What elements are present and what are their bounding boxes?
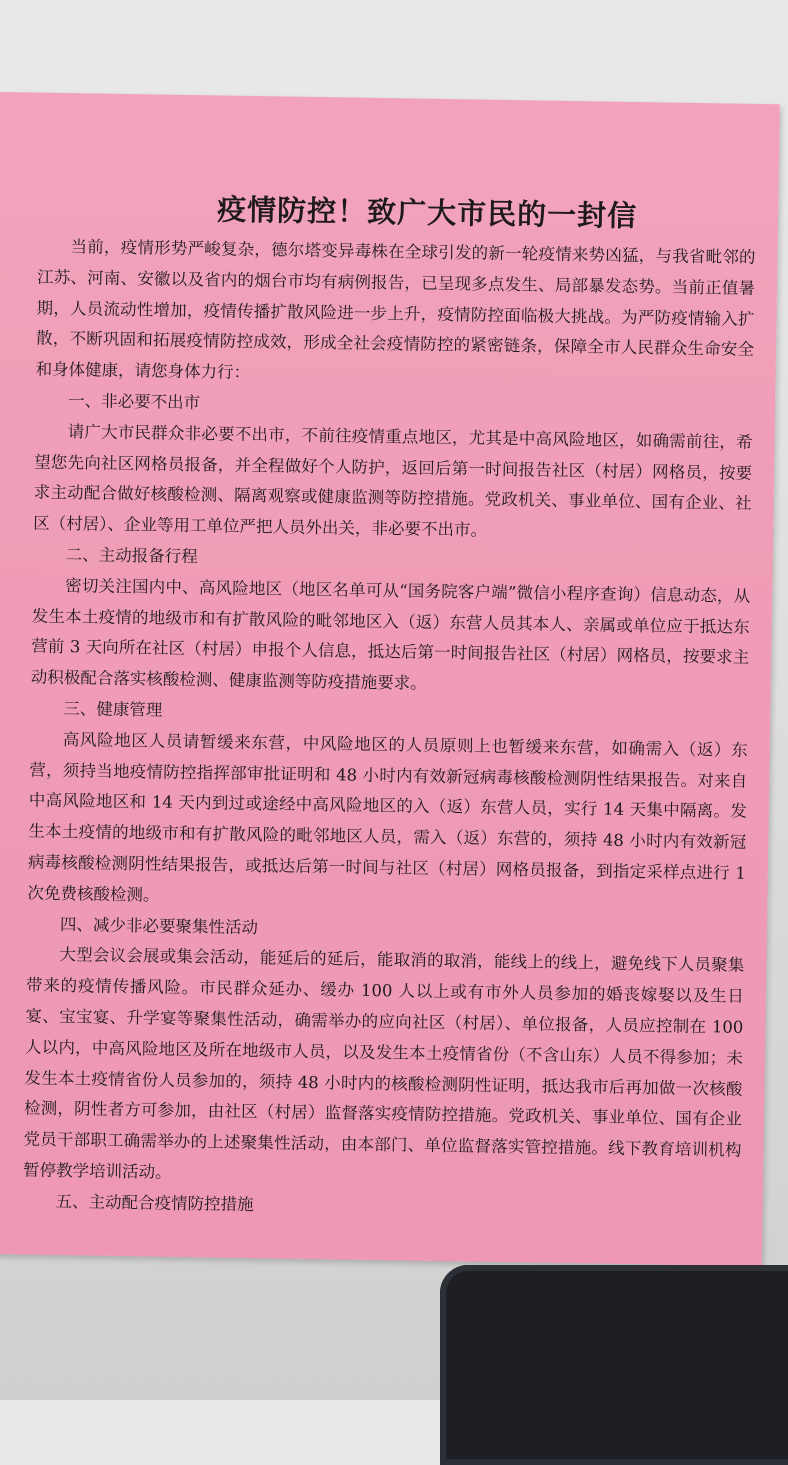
section-3-heading: 三、健康管理 — [63, 699, 163, 720]
section-5-heading: 五、主动配合疫情防控措施 — [55, 1191, 254, 1214]
section-3-body: 高风险地区人员请暂缓来东营，中风险地区的人员原则上也暂缓来东营，如确需入（返）东营，须持当地疫情防控指挥部审批证明和 48 小时内有效新冠病毒核酸检测阴性结果报告。对来自中高风险地区和 14 天内到过或途经中高风险地区的入（返）东营人员，实行 14 天集中隔离。发生本土疫情的地级市和有扩散风险的毗邻地区人员，需入（返）东营的，须持 48 小时内有效新冠病毒核酸检测阴性结果报告，或抵达后第一时间与社区（村居）网格员报备，到指定采样点进行 1 次免费核酸检测。 — [27, 729, 748, 905]
letter-content — [22, 185, 756, 1229]
section-1-heading: 一、非必要不出市 — [68, 391, 201, 413]
paper-sheet — [0, 92, 780, 1266]
section-2-body: 密切关注国内中、高风险地区（地区名单可从“国务院客户端”微信小程序查询）信息动态，从发生本土疫情的地级市和有扩散风险的毗邻地区入（返）东营人员其本人、亲属或单位应于抵达东营前 3 天向所在社区（村居）申报个人信息，抵达后第一时间报告社区（村居）网格员，按要求主动积极配合落实核酸检测、健康监测等防疫措施要求。 — [30, 575, 751, 693]
section-1-body: 请广大市民群众非必要不出市，不前往疫情重点地区，尤其是中高风险地区，如确需前往，希望您先向社区网格员报备，并全程做好个人防护，返回后第一时间报告社区（村居）网格员，按要求主动配合做好核酸检测、隔离观察或健康监测等防控措施。党政机关、事业单位、国有企业、社区（村居）、企业等用工单位严把人员外出关，非必要不出市。 — [33, 421, 753, 540]
letter-intro: 当前，疫情形势严峻复杂，德尔塔变异毒株在全球引发的新一轮疫情来势凶猛，与我省毗邻的江苏、河南、安徽以及省内的烟台市均有病例报告，已呈现多点发生、局部暴发态势。当前正值暑期，人员流动性增加，疫情传播扩散风险进一步上升，疫情防控面临极大挑战。为严防疫情输入扩散，不断巩固和拓展疫情防控成效，形成全社会疫情防控的紧密链条，保障全市人民群众生命安全和身体健康，请您身体力行： — [35, 237, 756, 383]
tablet-corner — [440, 1265, 788, 1465]
section-2-heading: 二、主动报备行程 — [65, 545, 198, 567]
section-4-heading: 四、减少非必要聚集性活动 — [59, 914, 259, 937]
section-4-body: 大型会议会展或集会活动，能延后的延后，能取消的取消，能线上的线上，避免线下人员聚集带来的疫情传播风险。市民群众延办、缓办 100 人以上或有市外人员参加的婚丧嫁娶以及生日宴、宝宝宴、升学宴等聚集性活动，确需举办的应向社区（村居）、单位报备，人员应控制在 100 人以内，中高风险地区及所在地级市人员，以及发生本土疫情省份（不含山东）人员不得参加；未发生本土疫情省份人员参加的，须持 48 小时内的核酸检测阴性证明，抵达我市后再加做一次核酸检测，阴性者方可参加，由社区（村居）监督落实疫情防控措施。党政机关、事业单位、国有企业党员干部职工确需举办的上述聚集性活动，由本部门、单位监督落实管控措施。线下教育培训机构暂停教学培训活动。 — [22, 945, 745, 1182]
letter-title: 疫情防控！致广大市民的一封信 — [216, 192, 638, 234]
